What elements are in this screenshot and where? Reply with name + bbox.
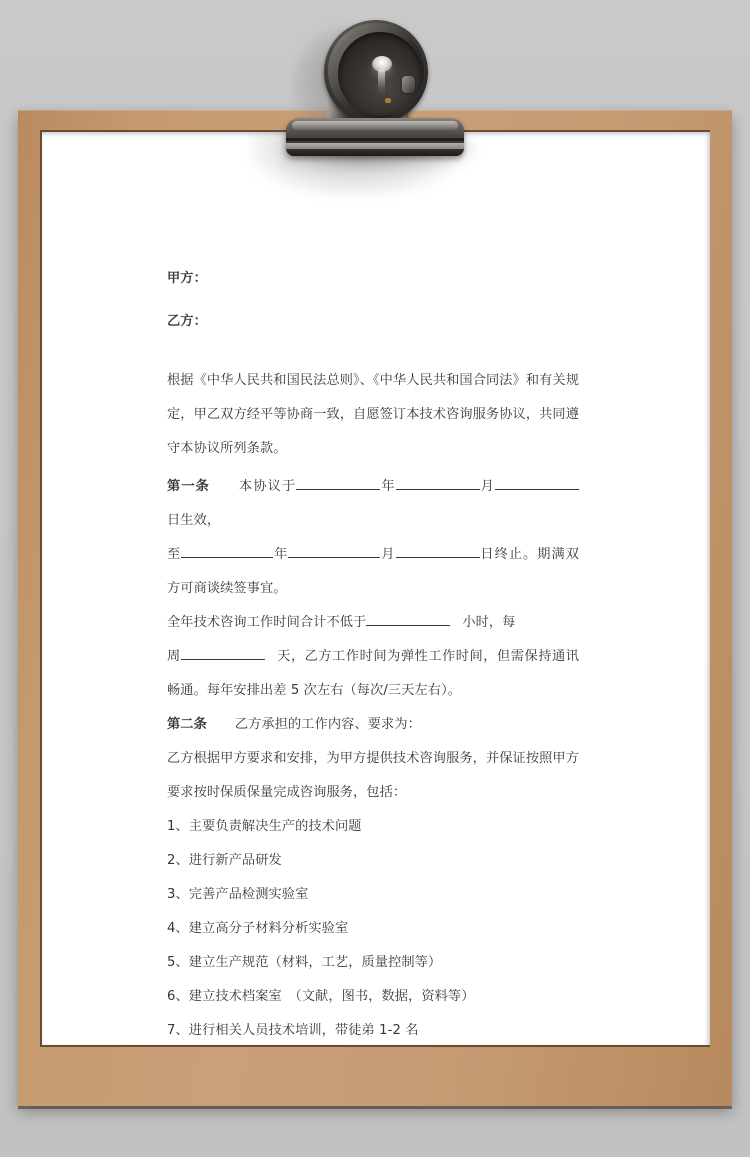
clip-rivet-icon (385, 98, 391, 103)
paper-sheet (42, 132, 710, 1045)
clip-jaw-highlight (292, 121, 458, 130)
clause-one-text-e: 至 (167, 547, 182, 563)
clip-center-highlight (378, 69, 385, 95)
clause-one-hours-label: 全年技术咨询工作时间合计不低于 (167, 615, 367, 631)
clause-one-text-c: 月 (479, 479, 495, 495)
clause-one-head: 第一条 (167, 479, 210, 495)
clip-jaw-band-dark (286, 138, 464, 141)
intro-paragraph: 根据《中华人民共和国民法总则》、《中华人民共和国合同法》和有关规定，甲乙双方经平等协商一致，自愿签订本技术咨询服务协议，共同遵守本协议所列条款。 (167, 373, 579, 457)
clause-one-text-a: 本协议于 (237, 479, 297, 495)
clause-one-week-text: 天，乙方工作时间为弹性工作时间，但需保持通讯畅通。每年安排出差 5 次左右（每次/三天左右）。 (167, 649, 579, 699)
blank-total-hours[interactable] (366, 611, 450, 626)
clause-one-line-1 (167, 470, 579, 538)
blank-month-end[interactable] (288, 543, 380, 558)
clause-one-text-h: 日终止。期满双方可商谈续签事宜。 (167, 547, 579, 597)
list-item: 2、进行新产品研发 (167, 853, 282, 869)
clip-jaw-band-base (286, 149, 464, 156)
list-item: 4、建立高分子材料分析实验室 (167, 921, 349, 937)
party-b-label: 乙方： (167, 314, 207, 330)
document-body (167, 272, 579, 1045)
clip-side-lever (402, 76, 415, 93)
list-item: 5、建立生产规范（材料，工艺，质量控制等） (167, 955, 442, 971)
blank-month-start[interactable] (396, 475, 480, 490)
clause-one-week-label: 周 (167, 649, 181, 665)
clause-two-line-1 (167, 708, 579, 742)
clause-one-text-b: 年 (380, 479, 396, 495)
party-a-label: 甲方： (167, 271, 207, 286)
blank-day-start[interactable] (495, 475, 579, 490)
clause-two-head: 第二条 (167, 717, 207, 733)
clause-two-intro: 乙方根据甲方要求和安排，为甲方提供技术咨询服务，并保证按照甲方要求按时保质保量完成咨询服务，包括： (167, 751, 579, 801)
clip-jaw (286, 118, 464, 156)
clause-one-line-3 (167, 606, 579, 640)
clipboard (18, 110, 732, 1106)
list-item: 1、主要负责解决生产的技术问题 (167, 819, 362, 835)
clause-one-text-g: 月 (380, 547, 396, 563)
clause-one-line-4 (167, 640, 579, 708)
clip-disc-face (338, 32, 422, 116)
blank-year-start[interactable] (296, 475, 380, 490)
clause-one-text-f: 年 (273, 547, 289, 563)
blank-days-per-week[interactable] (181, 645, 265, 660)
clause-one-text-d: 日生效， (167, 513, 221, 529)
clause-one-line-2 (167, 538, 579, 606)
clip-spring-housing (324, 20, 428, 124)
clause-two-head-text: 乙方承担的工作内容、要求为： (234, 717, 421, 733)
list-item: 6、建立技术档案室 （文献，图书，数据，资料等） (167, 989, 475, 1005)
clause-one-hours-unit: 小时，每 (462, 615, 516, 631)
clip-disc-rim (328, 23, 424, 119)
list-item: 7、进行相关人员技术培训，带徒弟 1-2 名 (167, 1023, 419, 1039)
blank-day-end[interactable] (396, 543, 480, 558)
list-item: 3、完善产品检测实验室 (167, 887, 309, 903)
blank-year-end[interactable] (181, 543, 273, 558)
bulldog-clip-icon[interactable] (284, 18, 466, 174)
